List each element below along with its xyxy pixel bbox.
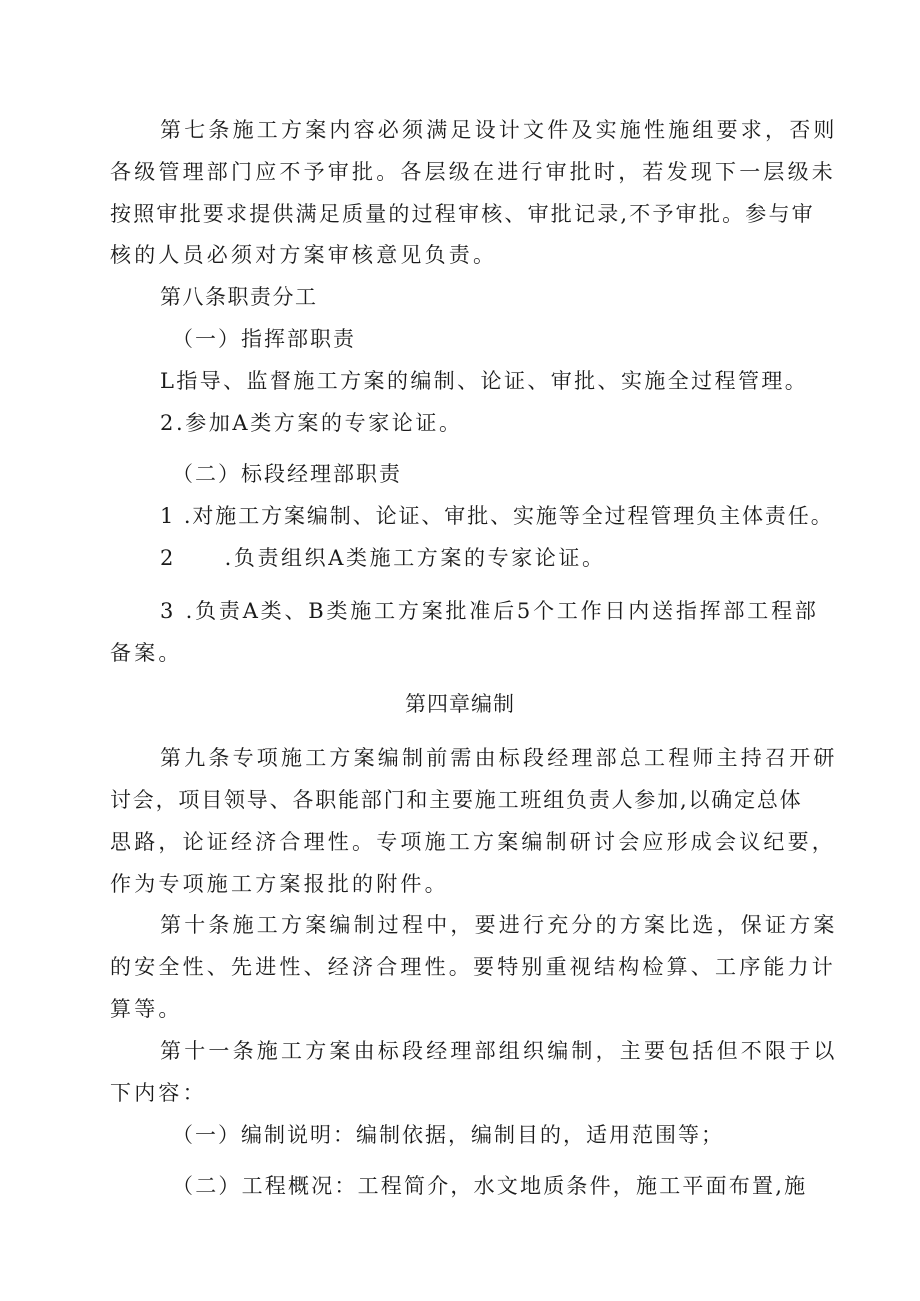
chapter-4-title: 第四章编制 (405, 692, 515, 716)
section-2-heading: （二）标段经理部职责 (172, 462, 402, 486)
list-item-number: 2 (160, 546, 177, 570)
article-8-heading: 第八条职责分工 (160, 285, 318, 309)
paragraph-article-9-line-1: 第九条专项施工方案编制前需由标段经理部总工程师主持召开研 (160, 746, 838, 770)
list-item-section-3-line-1: 3 .负责A类、B类施工方案批准后5个工作日内送指挥部工程部 (160, 599, 819, 623)
section-1-heading: （一）指挥部职责 (172, 327, 356, 351)
list-item-hq-1: L指导、监督施工方案的编制、论证、审批、实施全过程管理。 (160, 369, 809, 393)
paragraph-article-9-line-4: 作为专项施工方案报批的附件。 (110, 872, 449, 896)
paragraph-article-7-line-2: 各级管理部门应不予审批。各层级在进行审批时，若发现下一层级未 (110, 160, 836, 184)
list-item-text: .负责组织A类施工方案的专家论证。 (224, 546, 606, 570)
paragraph-article-11-line-2: 下内容： (110, 1081, 207, 1105)
list-item-section-2 (160, 544, 606, 572)
paragraph-article-7-line-1: 第七条施工方案内容必须满足设计文件及实施性施组要求，否则 (160, 118, 838, 142)
content-item-2: （二）工程概况：工程简介，水文地质条件，施工平面布置,施 (172, 1174, 808, 1198)
paragraph-article-11-line-1: 第十一条施工方案由标段经理部组织编制，主要包括但不限于以 (160, 1039, 838, 1063)
list-item-hq-2: 2.参加A类方案的专家论证。 (160, 411, 463, 435)
paragraph-article-7-line-4: 核的人员必须对方案审核意见负责。 (110, 243, 498, 267)
paragraph-article-9-line-3: 思路，论证经济合理性。专项施工方案编制研讨会应形成会议纪要， (110, 830, 836, 854)
content-item-1: （一）编制说明：编制依据，编制目的，适用范围等； (172, 1123, 724, 1147)
list-item-section-1: 1 .对施工方案编制、论证、审批、实施等全过程管理负主体责任。 (160, 504, 834, 528)
list-item-section-3-line-2: 备案。 (110, 641, 183, 665)
paragraph-article-9-line-2: 讨会，项目领导、各职能部门和主要施工班组负责人参加,以确定总体 (110, 788, 803, 812)
paragraph-article-10-line-3: 算等。 (110, 997, 183, 1021)
paragraph-article-10-line-2: 的安全性、先进性、经济合理性。要特别重视结构检算、工序能力计 (110, 955, 836, 979)
paragraph-article-10-line-1: 第十条施工方案编制过程中，要进行充分的方案比选，保证方案 (160, 913, 838, 937)
paragraph-article-7-line-3: 按照审批要求提供满足质量的过程审核、审批记录,不予审批。参与审 (110, 202, 815, 226)
